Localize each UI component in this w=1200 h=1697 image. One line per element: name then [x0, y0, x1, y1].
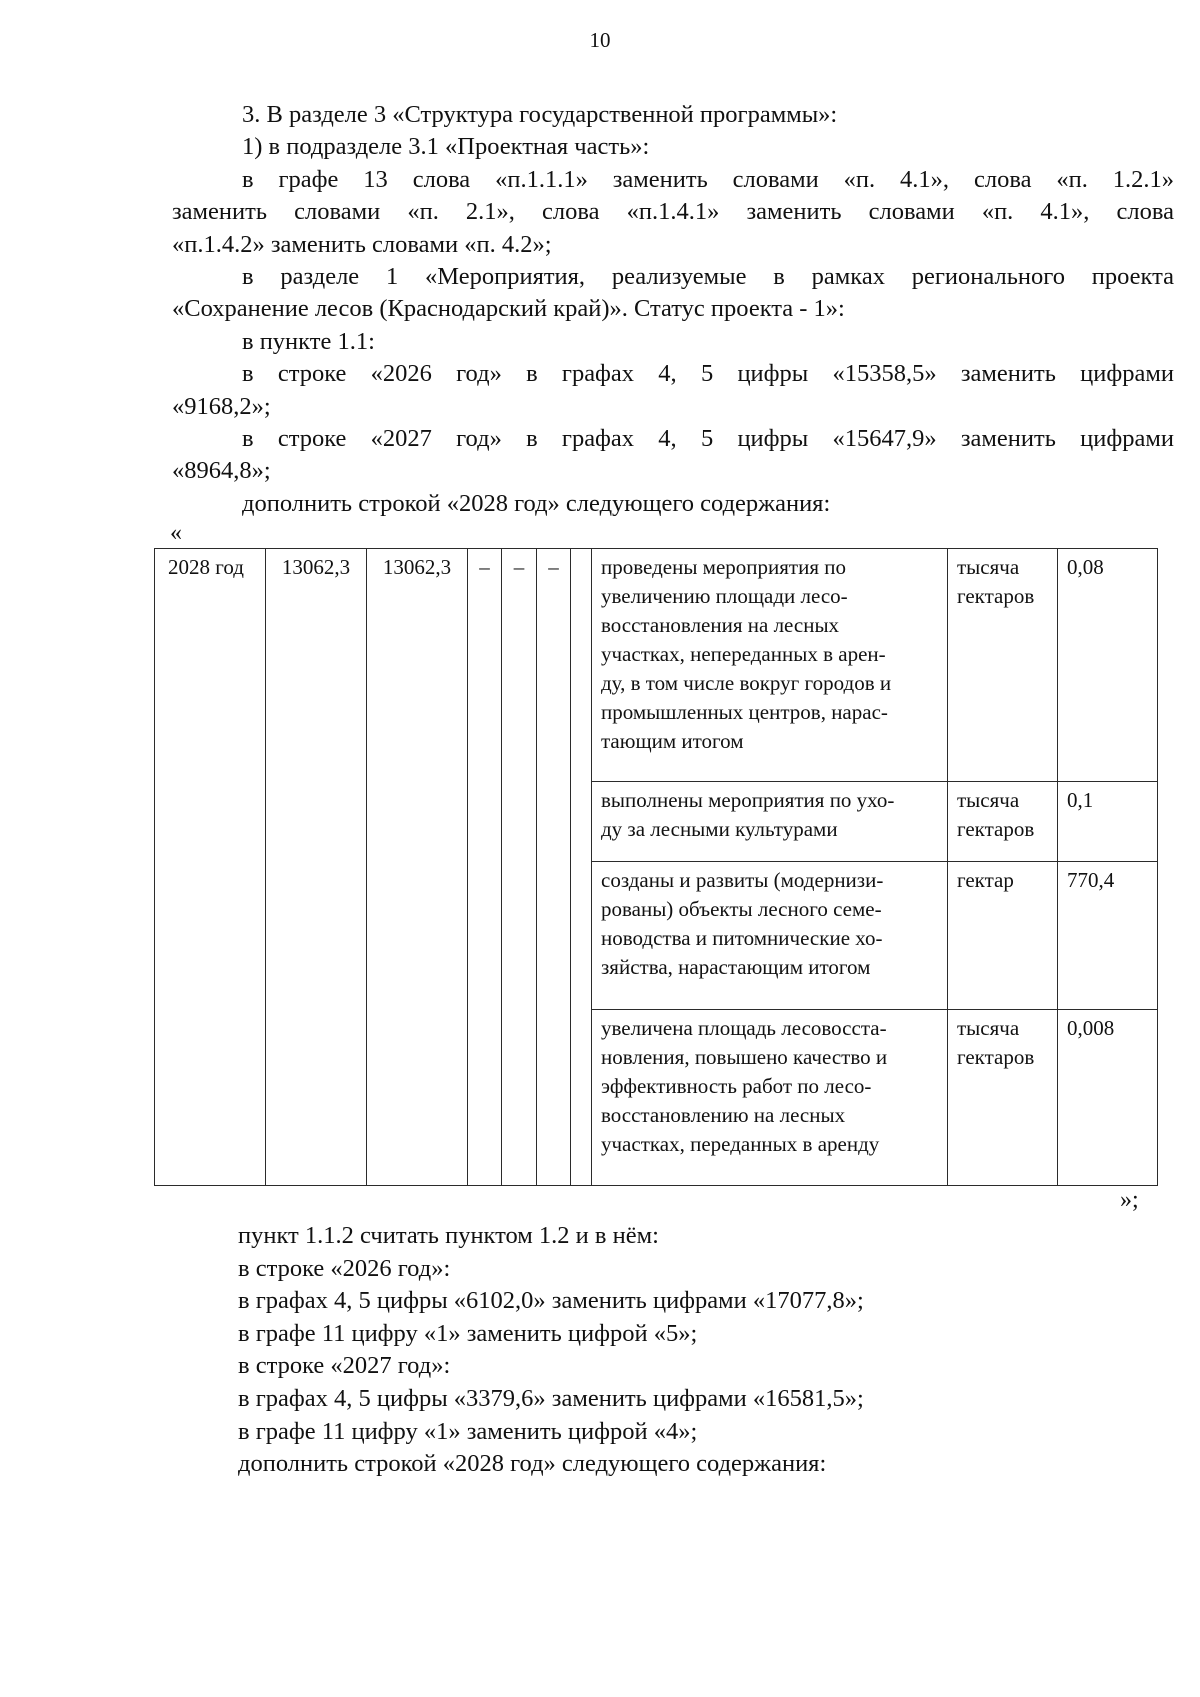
paragraph-line: «Сохранение лесов (Краснодарский край)». Статус проекта - 1»: [172, 295, 845, 323]
paragraph-line: «п.1.4.2» заменить словами «п. 4.2»; [172, 230, 552, 258]
value-cell: 0,008 [1058, 1010, 1158, 1186]
paragraph-line: в разделе 1 «Мероприятия, реализуемые в рамках регионального проекта [242, 263, 1174, 291]
paragraph-line: дополнить строкой «2028 год» следующего содержания: [238, 1450, 827, 1478]
value-cell: 0,08 [1058, 549, 1158, 782]
paragraph-line: в строке «2027 год» в графах 4, 5 цифры «15647,9» заменить цифрами [242, 425, 1174, 453]
value-cell: 770,4 [1058, 862, 1158, 1010]
document-body-top [172, 99, 1174, 520]
paragraph-line: пункт 1.1.2 считать пунктом 1.2 и в нём: [238, 1222, 659, 1249]
dash-cell: – [468, 549, 502, 1186]
dash-cell: – [537, 549, 571, 1186]
unit-cell: тысяча гектаров [948, 782, 1058, 862]
paragraph-line: дополнить строкой «2028 год» следующего содержания: [242, 489, 831, 517]
table-row [155, 549, 1158, 782]
dash-cell: – [502, 549, 537, 1186]
quote-close: »; [1120, 1187, 1139, 1213]
paragraph-line: в пункте 1.1: [242, 327, 375, 355]
paragraph-line: в графах 4, 5 цифры «3379,6» заменить цифрами «16581,5»; [238, 1384, 864, 1412]
paragraph-line: в строке «2026 год» в графах 4, 5 цифры «15358,5» заменить цифрами [242, 360, 1174, 388]
paragraph-line: в графе 11 цифру «1» заменить цифрой «4»; [238, 1417, 698, 1445]
paragraph-line: «9168,2»; [172, 392, 271, 420]
indicator-description: созданы и развиты (модернизи- рованы) объекты лесного семе- новодства и питомнические хо- зяйства, нарастающим итогом [592, 862, 948, 1010]
indicator-description: увеличена площадь лесовосста- новления, повышено качество и эффективность работ по лесо- восстановлению на лесных участках, переданных в аренду [592, 1010, 948, 1186]
paragraph-line: в графах 4, 5 цифры «6102,0» заменить цифрами «17077,8»; [238, 1287, 864, 1315]
paragraph-line: в строке «2026 год»: [238, 1254, 451, 1282]
paragraph-line: в строке «2027 год»: [238, 1352, 451, 1380]
col5-cell: 13062,3 [367, 549, 468, 1186]
quote-open: « [170, 520, 182, 546]
unit-cell: тысяча гектаров [948, 549, 1058, 782]
col4-cell: 13062,3 [266, 549, 367, 1186]
page-number: 10 [589, 28, 611, 52]
document-body-bottom [238, 1220, 1168, 1481]
indicator-description: проведены мероприятия по увеличению площади лесо- восстановления на лесных участках, непереданных в арен- ду, в том числе вокруг городов и промышленных центров, нарас- тающим итогом [592, 549, 948, 782]
intro-line: 3. В разделе 3 «Структура государственной программы»: [242, 101, 838, 128]
value-cell: 0,1 [1058, 782, 1158, 862]
paragraph-line: заменить словами «п. 2.1», слова «п.1.4.1» заменить словами «п. 4.1», слова [172, 198, 1174, 226]
amendment-table [154, 548, 1158, 1186]
empty-cell [571, 549, 592, 1186]
unit-cell: гектар [948, 862, 1058, 1010]
indicator-description: выполнены мероприятия по ухо- ду за лесными культурами [592, 782, 948, 862]
paragraph-line: в графе 13 слова «п.1.1.1» заменить словами «п. 4.1», слова «п. 1.2.1» [242, 165, 1174, 193]
paragraph-line: в графе 11 цифру «1» заменить цифрой «5»; [238, 1319, 698, 1347]
unit-cell: тысяча гектаров [948, 1010, 1058, 1186]
year-cell: 2028 год [155, 549, 266, 1186]
paragraph-line: «8964,8»; [172, 457, 271, 485]
intro-line: 1) в подразделе 3.1 «Проектная часть»: [242, 133, 650, 161]
